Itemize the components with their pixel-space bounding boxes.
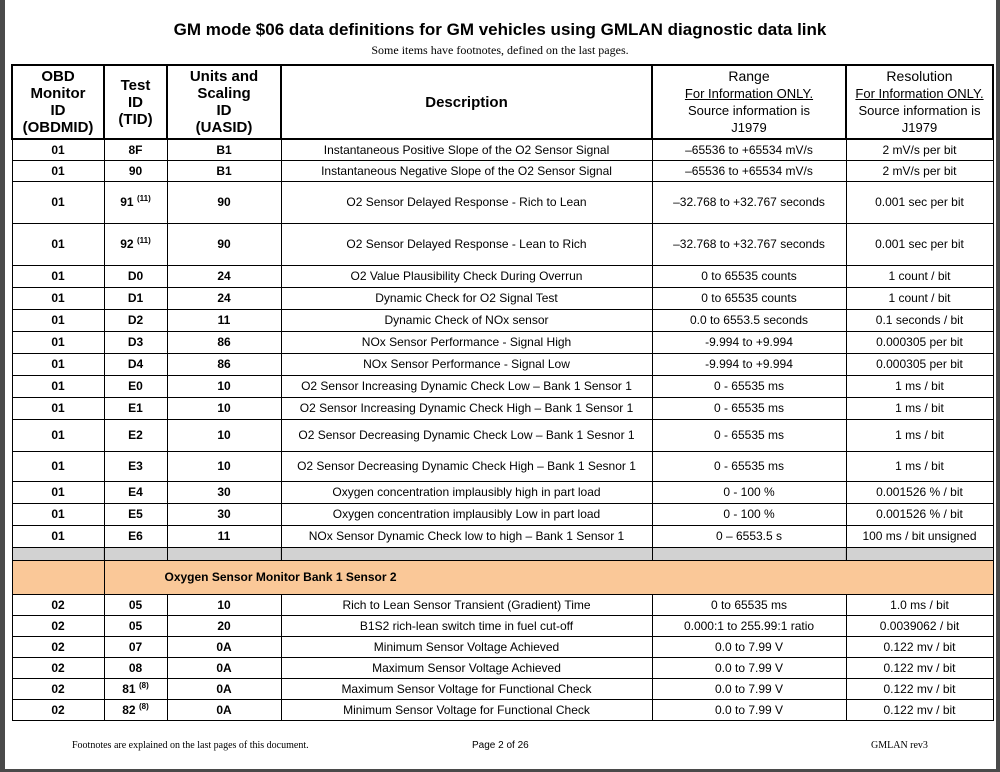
- table-section: [12, 547, 993, 594]
- cell-range: –65536 to +65534 mV/s: [652, 139, 846, 160]
- cell-description: O2 Sensor Decreasing Dynamic Check High – Bank 1 Sesnor 1: [281, 451, 652, 481]
- cell-uasid: B1: [167, 139, 281, 160]
- cell-range: –32.768 to +32.767 seconds: [652, 223, 846, 265]
- separator-row: [12, 547, 993, 560]
- cell-tid: D0: [104, 265, 167, 287]
- cell-uasid: 30: [167, 503, 281, 525]
- cell-resolution: 0.122 mv / bit: [846, 636, 993, 657]
- cell-description: O2 Sensor Decreasing Dynamic Check Low – Bank 1 Sesnor 1: [281, 419, 652, 451]
- cell-obdmid: 01: [12, 331, 104, 353]
- cell-resolution: 1 ms / bit: [846, 451, 993, 481]
- cell-range: 0 - 100 %: [652, 481, 846, 503]
- window-edge-left: [0, 0, 5, 772]
- cell-obdmid: 02: [12, 615, 104, 636]
- cell-range: 0 to 65535 ms: [652, 594, 846, 615]
- cell-obdmid: 02: [12, 678, 104, 699]
- section-title: Oxygen Sensor Monitor Bank 1 Sensor 2: [104, 560, 993, 594]
- cell-resolution: 1 ms / bit: [846, 397, 993, 419]
- cell-uasid: 11: [167, 525, 281, 547]
- section-spacer: [12, 560, 104, 594]
- cell-tid: D4: [104, 353, 167, 375]
- cell-tid: E5: [104, 503, 167, 525]
- cell-tid: E2: [104, 419, 167, 451]
- cell-range: 0 - 65535 ms: [652, 375, 846, 397]
- cell-resolution: 2 mV/s per bit: [846, 139, 993, 160]
- cell-obdmid: 02: [12, 699, 104, 720]
- footnote-ref: (8): [138, 701, 149, 711]
- cell-resolution: 1 count / bit: [846, 265, 993, 287]
- header-row: [12, 65, 993, 139]
- cell-resolution: 0.122 mv / bit: [846, 699, 993, 720]
- cell-resolution: 0.001526 % / bit: [846, 503, 993, 525]
- cell-uasid: 0A: [167, 636, 281, 657]
- cell-uasid: 11: [167, 309, 281, 331]
- cell-tid: 92 $^{(11)}$: [104, 223, 167, 265]
- cell-uasid: 86: [167, 331, 281, 353]
- cell-range: 0 to 65535 counts: [652, 265, 846, 287]
- cell-resolution: 1 count / bit: [846, 287, 993, 309]
- cell-obdmid: 01: [12, 451, 104, 481]
- cell-description: Maximum Sensor Voltage for Functional Check: [281, 678, 652, 699]
- cell-description: O2 Sensor Delayed Response - Lean to Rich: [281, 223, 652, 265]
- cell-uasid: 10: [167, 375, 281, 397]
- cell-description: Rich to Lean Sensor Transient (Gradient) Time: [281, 594, 652, 615]
- cell-uasid: 30: [167, 481, 281, 503]
- table-row: [12, 160, 993, 181]
- table-row: [12, 309, 993, 331]
- footer-footnote-note: Footnotes are explained on the last pages of this document.: [72, 740, 309, 751]
- cell-tid: 82 $^{(8)}$: [104, 699, 167, 720]
- cell-resolution: 0.001526 % / bit: [846, 481, 993, 503]
- footer-doc-rev: GMLAN rev3: [871, 740, 928, 751]
- cell-obdmid: 01: [12, 287, 104, 309]
- cell-description: Oxygen concentration implausibly high in part load: [281, 481, 652, 503]
- cell-tid: D3: [104, 331, 167, 353]
- cell-tid: E4: [104, 481, 167, 503]
- cell-description: Dynamic Check of NOx sensor: [281, 309, 652, 331]
- header-uasid: Units and Scaling ID (UASID): [167, 65, 281, 139]
- table-row: [12, 375, 993, 397]
- cell-obdmid: 01: [12, 419, 104, 451]
- cell-description: NOx Sensor Performance - Signal High: [281, 331, 652, 353]
- cell-uasid: 24: [167, 265, 281, 287]
- cell-tid: 90: [104, 160, 167, 181]
- cell-description: Oxygen concentration implausibly Low in part load: [281, 503, 652, 525]
- cell-range: -9.994 to +9.994: [652, 331, 846, 353]
- cell-description: O2 Sensor Increasing Dynamic Check Low – Bank 1 Sensor 1: [281, 375, 652, 397]
- cell-resolution: 1 ms / bit: [846, 375, 993, 397]
- cell-description: Maximum Sensor Voltage Achieved: [281, 657, 652, 678]
- table-row: [12, 525, 993, 547]
- cell-uasid: 90: [167, 181, 281, 223]
- cell-uasid: 0A: [167, 657, 281, 678]
- cell-uasid: 10: [167, 397, 281, 419]
- table-row: [12, 657, 993, 678]
- cell-description: Instantaneous Negative Slope of the O2 Sensor Signal: [281, 160, 652, 181]
- mode06-table: [11, 64, 994, 721]
- cell-description: Instantaneous Positive Slope of the O2 Sensor Signal: [281, 139, 652, 160]
- footnote-ref: (11): [136, 236, 151, 245]
- cell-obdmid: 01: [12, 223, 104, 265]
- cell-tid: 8F: [104, 139, 167, 160]
- table-row: [12, 503, 993, 525]
- footnote-ref: (8): [138, 680, 149, 690]
- cell-range: –65536 to +65534 mV/s: [652, 160, 846, 181]
- cell-description: Minimum Sensor Voltage for Functional Check: [281, 699, 652, 720]
- cell-range: 0 - 65535 ms: [652, 397, 846, 419]
- footnote-ref: (11): [136, 194, 151, 203]
- cell-range: –32.768 to +32.767 seconds: [652, 181, 846, 223]
- footer-page-number: Page 2 of 26: [472, 740, 529, 751]
- cell-obdmid: 01: [12, 525, 104, 547]
- cell-tid: 07: [104, 636, 167, 657]
- cell-uasid: B1: [167, 160, 281, 181]
- cell-resolution: 2 mV/s per bit: [846, 160, 993, 181]
- cell-uasid: 10: [167, 419, 281, 451]
- cell-obdmid: 01: [12, 503, 104, 525]
- cell-tid: 91 $^{(11)}$: [104, 181, 167, 223]
- cell-resolution: 0.000305 per bit: [846, 353, 993, 375]
- cell-range: -9.994 to +9.994: [652, 353, 846, 375]
- table-row: [12, 397, 993, 419]
- cell-range: 0 - 100 %: [652, 503, 846, 525]
- cell-range: 0.0 to 6553.5 seconds: [652, 309, 846, 331]
- cell-range: 0.0 to 7.99 V: [652, 657, 846, 678]
- window-edge-right: [996, 0, 1000, 772]
- cell-obdmid: 02: [12, 636, 104, 657]
- cell-obdmid: 01: [12, 309, 104, 331]
- table-row: [12, 287, 993, 309]
- cell-uasid: 0A: [167, 699, 281, 720]
- cell-uasid: 86: [167, 353, 281, 375]
- table-body-bank1-sensor1: [12, 139, 993, 547]
- table-row: [12, 594, 993, 615]
- cell-description: O2 Sensor Delayed Response - Rich to Lean: [281, 181, 652, 223]
- cell-range: 0.000:1 to 255.99:1 ratio: [652, 615, 846, 636]
- table-row: [12, 615, 993, 636]
- cell-tid: D1: [104, 287, 167, 309]
- cell-range: 0.0 to 7.99 V: [652, 678, 846, 699]
- cell-range: 0.0 to 7.99 V: [652, 699, 846, 720]
- table-row: [12, 678, 993, 699]
- header-description: Description: [281, 65, 652, 139]
- cell-tid: 08: [104, 657, 167, 678]
- cell-range: 0 - 65535 ms: [652, 419, 846, 451]
- cell-resolution: 0.122 mv / bit: [846, 657, 993, 678]
- cell-tid: E0: [104, 375, 167, 397]
- cell-resolution: 0.1 seconds / bit: [846, 309, 993, 331]
- cell-tid: E3: [104, 451, 167, 481]
- page-subtitle: Some items have footnotes, defined on the last pages.: [371, 43, 629, 57]
- cell-obdmid: 01: [12, 397, 104, 419]
- table-row: [12, 419, 993, 451]
- cell-uasid: 10: [167, 594, 281, 615]
- cell-tid: D2: [104, 309, 167, 331]
- cell-obdmid: 01: [12, 353, 104, 375]
- cell-description: NOx Sensor Dynamic Check low to high – Bank 1 Sensor 1: [281, 525, 652, 547]
- header-range: Range For Information ONLY. Source information is J1979: [652, 65, 846, 139]
- cell-resolution: 0.001 sec per bit: [846, 223, 993, 265]
- cell-tid: 05: [104, 615, 167, 636]
- cell-uasid: 20: [167, 615, 281, 636]
- table-body-bank1-sensor2: [12, 594, 993, 720]
- cell-range: 0.0 to 7.99 V: [652, 636, 846, 657]
- cell-resolution: 1.0 ms / bit: [846, 594, 993, 615]
- cell-range: 0 - 65535 ms: [652, 451, 846, 481]
- cell-resolution: 0.122 mv / bit: [846, 678, 993, 699]
- cell-description: NOx Sensor Performance - Signal Low: [281, 353, 652, 375]
- cell-obdmid: 01: [12, 139, 104, 160]
- cell-range: 0 – 6553.5 s: [652, 525, 846, 547]
- page-title: GM mode $06 data definitions for GM vehicles using GMLAN diagnostic data link: [173, 20, 827, 39]
- cell-obdmid: 02: [12, 594, 104, 615]
- cell-tid: 81 $^{(8)}$: [104, 678, 167, 699]
- cell-obdmid: 01: [12, 160, 104, 181]
- table-row: [12, 636, 993, 657]
- table-row: [12, 223, 993, 265]
- cell-resolution: 1 ms / bit: [846, 419, 993, 451]
- cell-obdmid: 01: [12, 375, 104, 397]
- cell-uasid: 10: [167, 451, 281, 481]
- cell-description: Dynamic Check for O2 Signal Test: [281, 287, 652, 309]
- cell-tid: E6: [104, 525, 167, 547]
- cell-description: O2 Sensor Increasing Dynamic Check High – Bank 1 Sensor 1: [281, 397, 652, 419]
- cell-description: B1S2 rich-lean switch time in fuel cut-off: [281, 615, 652, 636]
- cell-resolution: 100 ms / bit unsigned: [846, 525, 993, 547]
- cell-resolution: 0.000305 per bit: [846, 331, 993, 353]
- cell-obdmid: 01: [12, 265, 104, 287]
- section-row: [12, 560, 993, 594]
- cell-uasid: 0A: [167, 678, 281, 699]
- cell-resolution: 0.001 sec per bit: [846, 181, 993, 223]
- table-row: [12, 331, 993, 353]
- header-resolution: Resolution For Information ONLY. Source information is J1979: [846, 65, 993, 139]
- table-row: [12, 481, 993, 503]
- cell-tid: 05: [104, 594, 167, 615]
- table-row: [12, 265, 993, 287]
- table-row: [12, 353, 993, 375]
- cell-uasid: 90: [167, 223, 281, 265]
- cell-obdmid: 01: [12, 181, 104, 223]
- cell-tid: E1: [104, 397, 167, 419]
- header-obdmid: OBD Monitor ID (OBDMID): [12, 65, 104, 139]
- cell-uasid: 24: [167, 287, 281, 309]
- header-tid: Test ID (TID): [104, 65, 167, 139]
- cell-description: Minimum Sensor Voltage Achieved: [281, 636, 652, 657]
- cell-obdmid: 02: [12, 657, 104, 678]
- table-row: [12, 181, 993, 223]
- table-row: [12, 139, 993, 160]
- cell-description: O2 Value Plausibility Check During Overrun: [281, 265, 652, 287]
- cell-obdmid: 01: [12, 481, 104, 503]
- cell-range: 0 to 65535 counts: [652, 287, 846, 309]
- table-row: [12, 451, 993, 481]
- table-row: [12, 699, 993, 720]
- cell-resolution: 0.0039062 / bit: [846, 615, 993, 636]
